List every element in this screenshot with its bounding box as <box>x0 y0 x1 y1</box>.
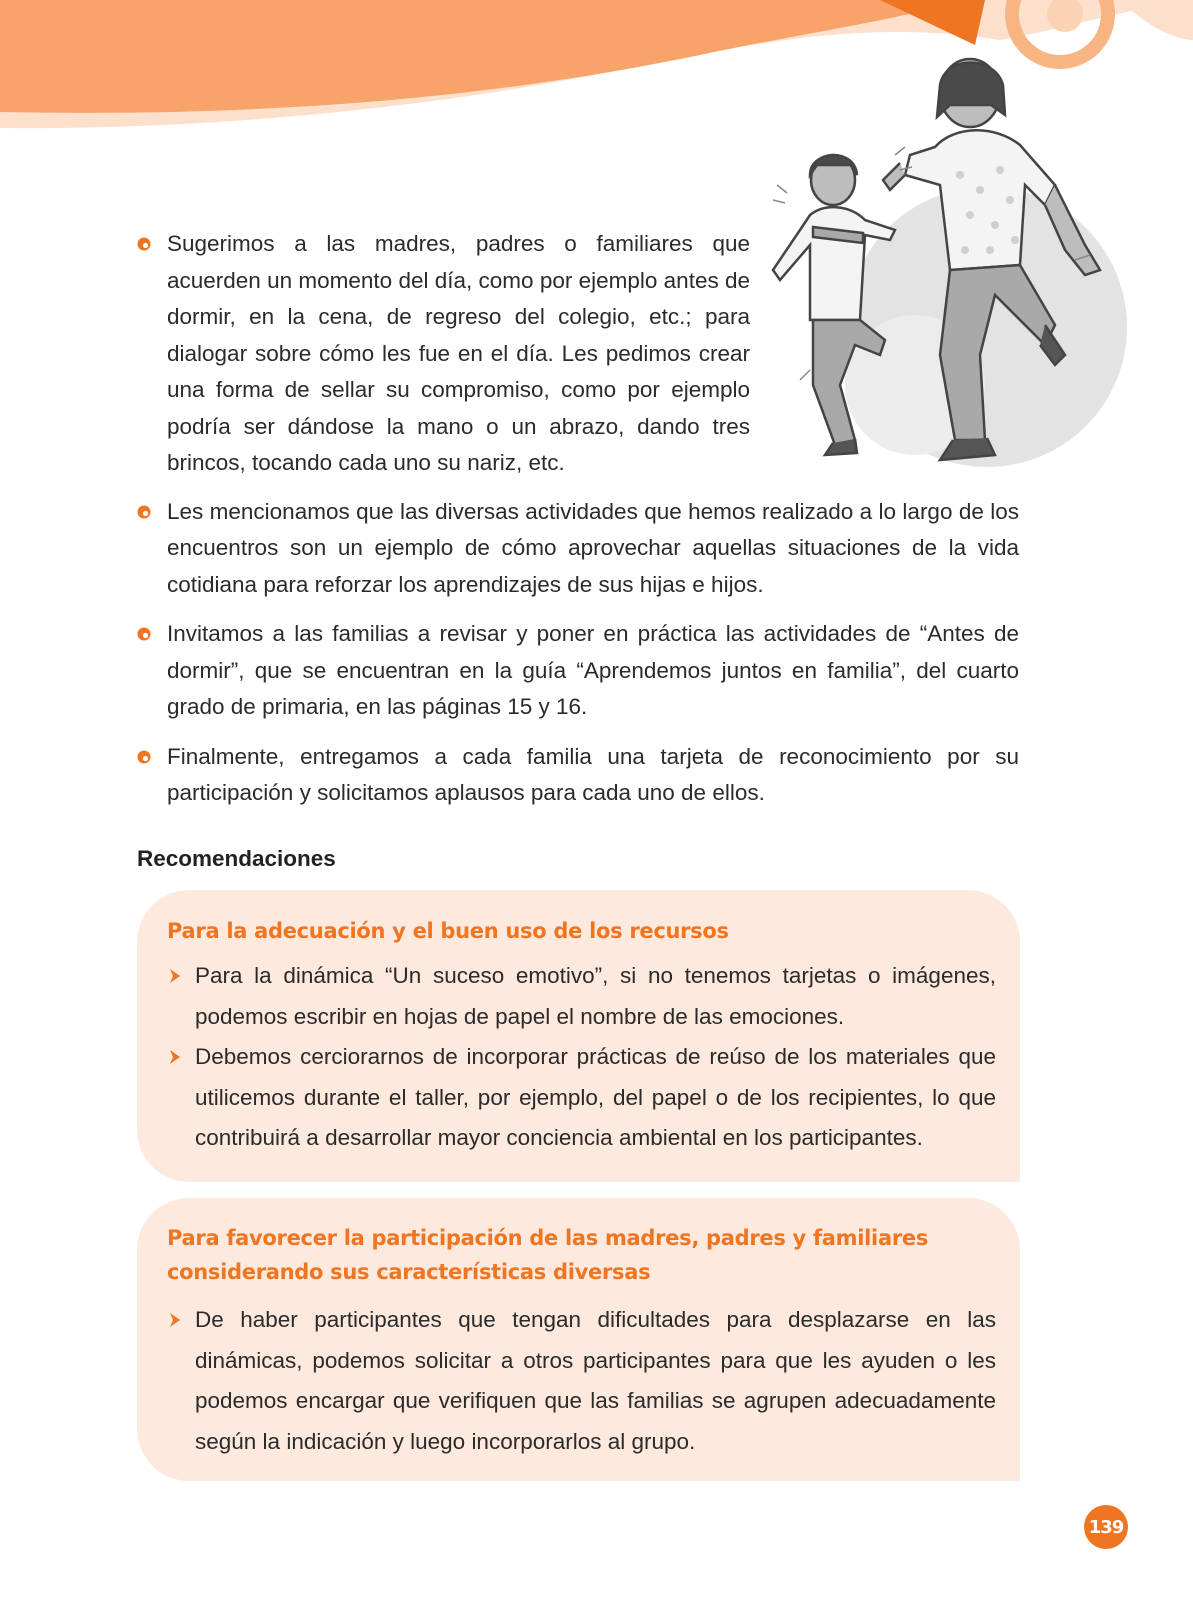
orange-bullet-icon <box>137 750 151 764</box>
list-item <box>137 739 1019 812</box>
list-item <box>137 616 1019 726</box>
list-item <box>137 226 750 482</box>
box-title: Para favorecer la participación de las madres, padres y familiares considerando sus características diversas <box>167 1226 929 1284</box>
list-item <box>137 494 1019 604</box>
bullet-text: Finalmente, entregamos a cada familia una tarjeta de reconocimiento por su participación y solicitamos aplausos para cada uno de ellos. <box>167 743 1019 805</box>
recommendation-box-resources <box>137 890 1020 1182</box>
list-item <box>167 1300 996 1462</box>
list-item <box>167 956 996 1037</box>
item-text: Debemos cerciorarnos de incorporar prácticas de reúso de los materiales que utilicemos durante el taller, por ejemplo, del papel o de los recipientes, lo que contribuirá a desarrollar mayor conciencia ambiental en los participantes. <box>195 1044 996 1150</box>
item-text: Para la dinámica “Un suceso emotivo”, si no tenemos tarjetas o imágenes, podemos escribir en hojas de papel el nombre de las emociones. <box>195 963 996 1029</box>
list-item <box>167 1037 996 1159</box>
item-text: De haber participantes que tengan dificultades para desplazarse en las dinámicas, podemos solicitar a otros participantes para que les ayuden o les podemos encargar que verifiquen que las familias se agrupen adecuadamente según la indicación y luego incorporarlos al grupo. <box>195 1307 996 1454</box>
bullet-text: Sugerimos a las madres, padres o familiares que acuerden un momento del día, como por ejemplo antes de dormir, en la cena, de regreso del colegio, etc.; para dialogar sobre cómo les fue en el día. Les pedimos crear una forma de sellar su compromiso, como por ejemplo podría ser dándose la mano o un abrazo, dando tres brincos, tocando cada uno su nariz, etc. <box>167 231 750 475</box>
box-title: Para la adecuación y el buen uso de los recursos <box>167 919 729 943</box>
chevron-right-icon <box>169 1312 181 1328</box>
orange-bullet-icon <box>137 237 151 251</box>
chevron-right-icon <box>169 1049 181 1065</box>
activity-bullets <box>137 226 1019 825</box>
recommendation-box-participation <box>137 1198 1020 1481</box>
orange-bullet-icon <box>137 627 151 641</box>
chevron-right-icon <box>169 968 181 984</box>
recommendations-heading: Recomendaciones <box>137 846 336 871</box>
orange-bullet-icon <box>137 505 151 519</box>
page-number: 139 <box>1084 1505 1128 1549</box>
bullet-text: Les mencionamos que las diversas actividades que hemos realizado a lo largo de los encuentros son un ejemplo de cómo aprovechar aquellas situaciones de la vida cotidiana para reforzar los aprendizajes de sus hijas e hijos. <box>167 498 1019 597</box>
bullet-text: Invitamos a las familias a revisar y poner en práctica las actividades de “Antes de dormir”, que se encuentran en la guía “Aprendemos juntos en familia”, del cuarto grado de primaria, en las páginas 15 y 16. <box>167 621 1019 719</box>
